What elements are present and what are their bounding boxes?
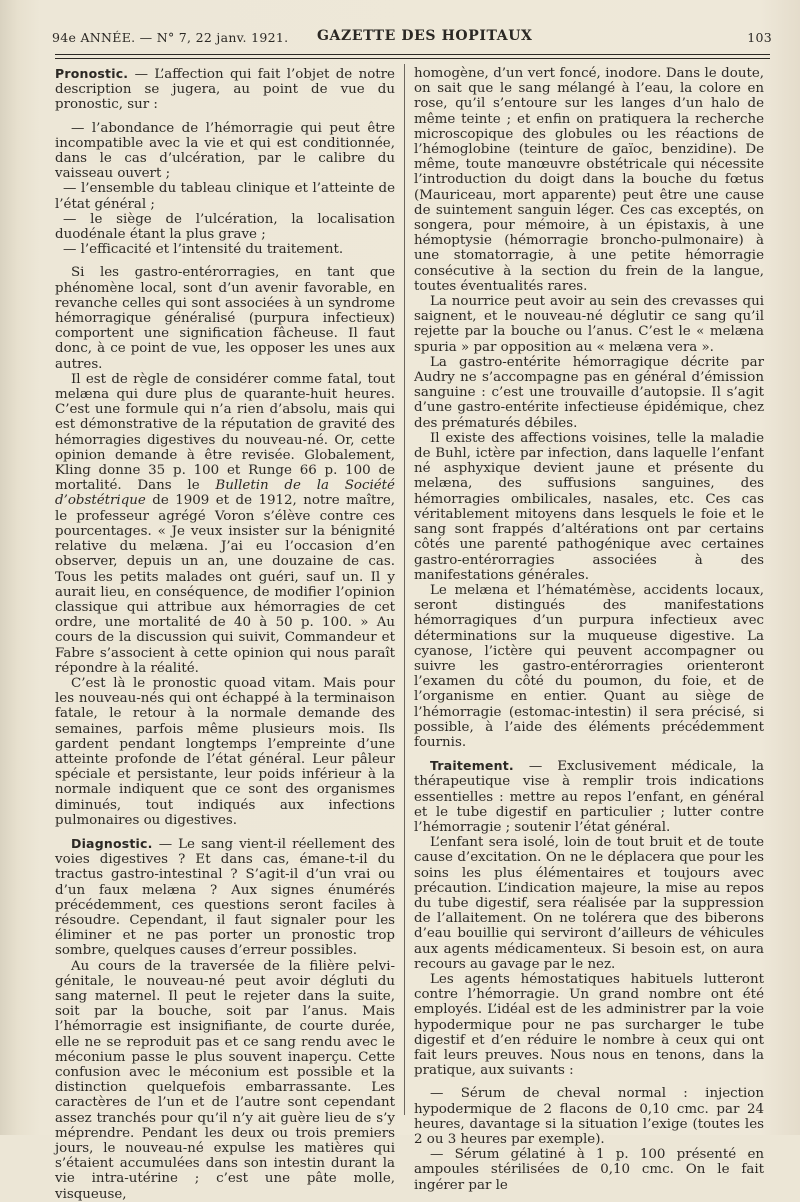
right-column <box>414 66 764 1193</box>
traitement-paragraph <box>414 758 764 835</box>
header-rule <box>55 54 770 55</box>
body-paragraph: L’enfant sera isolé, loin de tout bruit et de toute cause d’excitation. On ne le déplacera que pour les soins les plus élémentaires et toujours avec précaution. L’indication majeure, la mise au repos du tube digestif, sera réalisée par la suppression de l’allaitement. On ne tolérera que des biberons d’eau bouillie qui serviront d’ailleurs de véhicules aux agents médicamenteux. Si besoin est, on aura recours au gavage par le nez. <box>414 835 764 972</box>
body-paragraph: C’est là le pronostic quoad vitam. Mais pour les nouveau-nés qui ont échappé à la terminaison fatale, le retour à la normale demande des semaines, parfois même plusieurs mois. Ils gardent pendant longtemps l’empreinte d’une atteinte profonde de l’état général. Leur pâleur spéciale et persistante, leur poids inférieur à la normale indiquent que ce sont des organismes diminués, tout indiqués aux infections pulmonaires ou digestives. <box>55 675 395 828</box>
bulletin-title: Bulletin de la Société d’obstétrique <box>55 478 395 509</box>
list-item: — l’efficacité et l’intensité du traitement. <box>63 242 344 258</box>
body-paragraph <box>55 372 395 676</box>
running-header <box>52 28 772 50</box>
diagnostic-heading: Diagnostic. <box>71 835 153 851</box>
list-item: — l’abondance de l’hémorragie qui peut être incompatible avec la vie et qui est conditionnée, dans le cas d’ulcération, par le calibre du vaisseau ouvert ; <box>55 120 395 182</box>
body-paragraph: Si les gastro-entérorragies, en tant que phénomène local, sont d’un avenir favorable, en revanche celles qui sont associées à un syndrome hémorragique généralisé (purpura infectieux) comportent une signification fâcheuse. Il faut donc, à ce point de vue, les opposer les unes aux autres. <box>55 265 395 372</box>
body-paragraph: La gastro-entérite hémorragique décrite par Audry ne s’accompagne pas en général d’émission sanguine : c’est une trouvaille d’autopsie. Il s’agit d’une gastro-entérite infectieuse épidémique, chez des prématurés débiles. <box>414 354 764 431</box>
issue-info: 94e ANNÉE. — N° 7, 22 janv. 1921. <box>52 30 289 45</box>
text-run: Il est de règle de considérer comme fatal, tout melæna qui dure plus de quarante-huit heures. C’est une formule qui n’a rien d’absolu, mais qui est démonstrative de la réputation de gravité des hémorragies digestives du nouveau-né. Or, cette opinion demande à être revisée. Globalement, Kling donne 35 p. 100 et Runge 66 p. 100 de mortalité. Dans le <box>55 371 395 494</box>
traitement-text: — Exclusivement médicale, la thérapeutique vise à remplir trois indications essentielles : mettre au repos l’enfant, en général et le tube digestif en particulier ; lutter contre l’hémorragie ; soutenir l’état général. <box>414 759 764 835</box>
text-run: de 1909 et de 1912, notre maître, le professeur agrégé Voron s’élève contre ces pourcentages. « Je veux insister sur la bénignité relative du melæna. J’ai eu l’occasion d’en observer, depuis un an, une douzaine de cas. Tous les petits malades ont guéri, sauf un. Il y aurait lieu, en conséquence, de modifier l’opinion classique qui attribue aux hémorragies de cet ordre, une mortalité de 40 à 50 p. 100. » Au cours de la discussion qui suivit, Commandeur et Fabre s’associent à cette opinion qui nous paraît répondre à la réalité. <box>55 493 395 676</box>
body-paragraph: Le melæna et l’hématémèse, accidents locaux, seront distingués des manifestations hémorragiques d’un purpura infectieux avec déterminations sur la muqueuse digestive. La cyanose, l’ictère qui peuvent accompagner ou suivre les gastro-entérorragies orienteront l’examen du côté du poumon, du foie, et de l’organisme en entier. Quant au siège de l’hémorragie (estomac-intestin) il sera précisé, si possible, à l’aide des éléments précédemment fournis. <box>414 582 764 750</box>
traitement-heading: Traitement. <box>430 758 514 774</box>
pronostic-heading: Pronostic. <box>55 66 129 81</box>
body-paragraph: Il existe des affections voisines, telle la maladie de Buhl, ictère par infection, dans laquelle l’enfant né asphyxique devient jaune et présente du melæna, des suffusions sanguines, des hémorragies ombilicales, nasales, etc. Ces cas véritablement mitoyens dans lesquels le foie et le sang sont frappés d’altérations ont par certains côtés une parenté pathogénique avec certaines gastro-entérorragies associées à des manifestations générales. <box>414 430 764 583</box>
body-paragraph: Au cours de la traversée de la filière pelvi-génitale, le nouveau-né peut avoir dégluti du sang maternel. Il peut le rejeter dans la suite, soit par la bouche, soit par l’anus. Mais l’hémorragie est insignifiante, de courte durée, elle ne se reproduit pas et ce sang rendu avec le méconium passe le plus souvent inaperçu. Cette confusion avec le méconium est possible et la distinction quelquefois embarrassante. Les caractères de l’un et de l’autre sont cependant assez tranchés pour qu’il n’y ait guère lieu de s’y méprendre. Pendant les deux ou trois premiers jours, le nouveau-né expulse les matières qui s’étaient accumulées dans son intestin durant la vie intra-utérine ; c’est une pâte molle, visqueuse, <box>55 958 395 1202</box>
body-paragraph: homogène, d’un vert foncé, inodore. Dans le doute, on sait que le sang mélangé à l’eau, la colore en rose, qu’il s’entoure sur les langes d’un halo de même teinte ; et enfin on pratiquera la recherche microscopique des globules ou les réactions de l’hémoglobine (teinture de gaïoc, benzidine). De même, toute manœuvre obstétricale qui nécessite l’introduction du doigt dans la bouche du fœtus (Mauriceau, mort apparente) peut être une cause de suintement sanguin léger. Ces cas exceptés, on songera, pour mémoire, à un épistaxis, à une hémoptysie (hémorragie broncho-pulmonaire) à une stomatorragie, à une petite hémorragie consécutive à la section du frein de la langue, toutes éventualités rares. <box>414 66 764 294</box>
body-paragraph: Les agents hémostatiques habituels lutteront contre l’hémorragie. Un grand nombre ont été employés. L’idéal est de les administrer par la voie hypodermique pour ne pas surcharger le tube digestif et d’en réduire le nombre à ceux qui ont fait leurs preuves. Nous nous en tenons, dans la pratique, aux suivants : <box>414 971 764 1079</box>
header-rule-thin <box>55 58 770 59</box>
list-item: — Sérum gélatiné à 1 p. 100 présenté en ampoules stérilisées de 0,10 cmc. On le fait ingérer par le <box>414 1147 764 1193</box>
diagnostic-text: — Le sang vient-il réellement des voies digestives ? Et dans cas, émane-t-il du tractus gastro-intestinal ? S’agit-il d’un vrai ou d’un faux melæna ? Aux signes énumérés précédemment, ces questions seront faciles à résoudre. Cependant, il faut signaler pour les éliminer et ne pas porter un pronostic trop sombre, quelques causes d’erreur possibles. <box>55 836 395 959</box>
diagnostic-paragraph <box>55 836 395 959</box>
left-column <box>55 66 395 1202</box>
journal-title: GAZETTE DES HOPITAUX <box>317 28 533 44</box>
body-paragraph: La nourrice peut avoir au sein des crevasses qui saignent, et le nouveau-né déglutir ce sang qu’il rejette par la bouche ou l’anus. C’est le « melæna spuria » par opposition au « melæna vera ». <box>414 294 764 355</box>
pronostic-intro: — L’affection qui fait l’objet de notre description se jugera, au point de vue du pronostic, sur : <box>55 67 395 113</box>
column-divider <box>404 64 405 1115</box>
list-item: — le siège de l’ulcération, la localisation duodénale étant la plus grave ; <box>55 211 395 243</box>
pronostic-paragraph <box>55 66 395 113</box>
list-item: — l’ensemble du tableau clinique et l’atteinte de l’état général ; <box>55 181 395 212</box>
page-number: 103 <box>747 30 772 45</box>
list-item: — Sérum de cheval normal : injection hypodermique de 2 flacons de 0,10 cmc. par 24 heures, davantage si la situation l’exige (toutes les 2 ou 3 heures par exemple). <box>414 1086 764 1148</box>
